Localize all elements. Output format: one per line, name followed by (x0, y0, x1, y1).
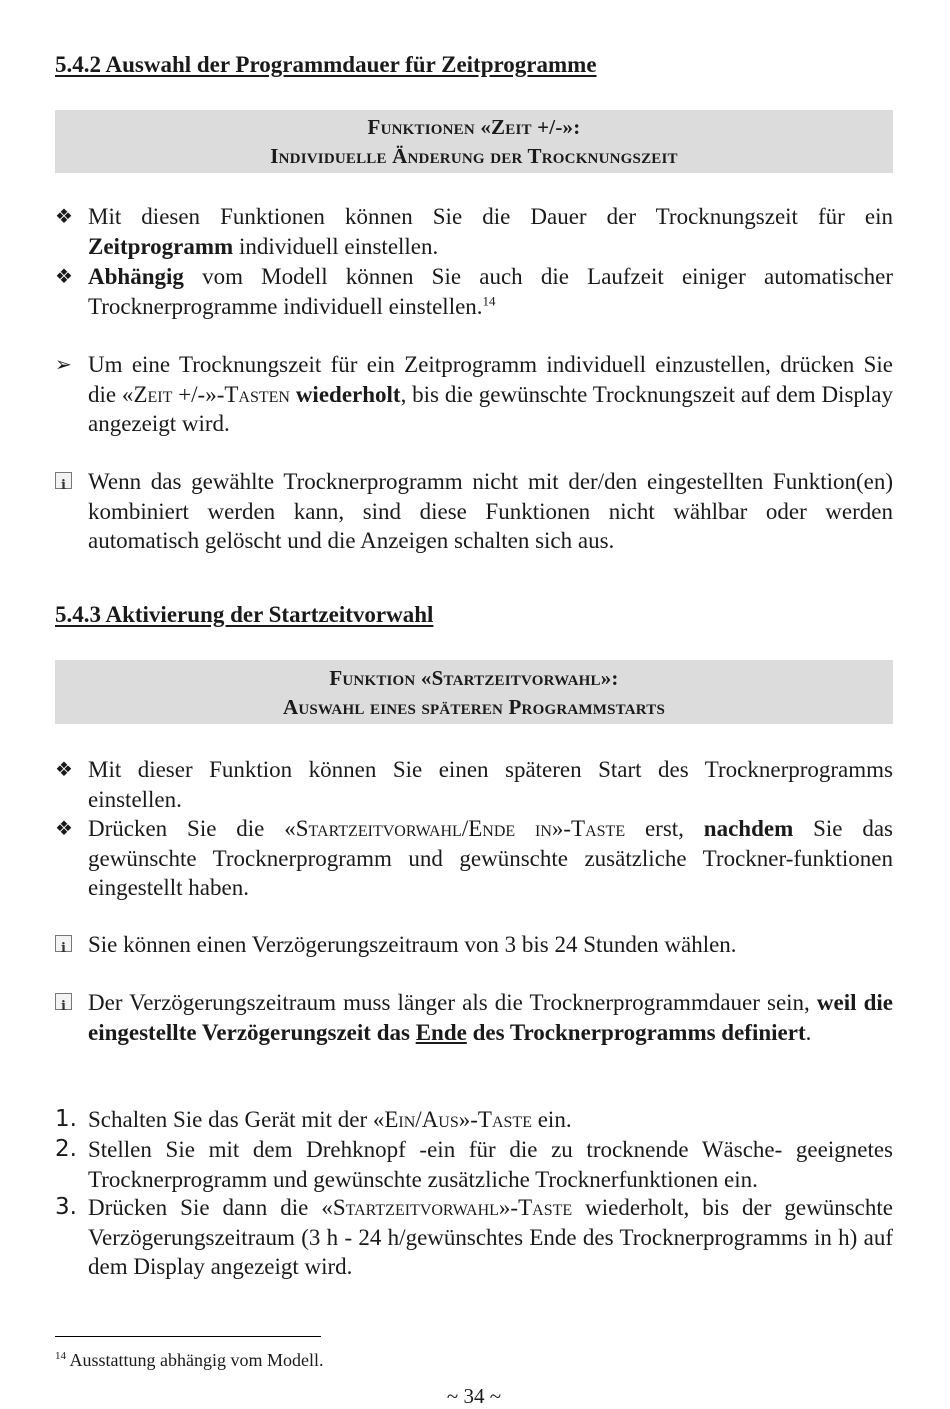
info-icon-wrap (55, 930, 83, 961)
info-note-text: Wenn das gewählte Trocknerprogramm nicht mit der/den eingestellten Funktion(en) kombiniert werden kann, sind diese Funktionen nicht wählbar oder werden automatisch gelöscht und die Anzeigen schalten sich aus. (88, 469, 893, 553)
numbered-step-3 (55, 1193, 893, 1282)
bullet-text: vom Modell können Sie auch die Laufzeit einiger automatischer Trocknerprogramme individuell einstellen. (88, 264, 893, 319)
step-number: 3. (55, 1194, 77, 1220)
bullet-text: Mit dieser Funktion können Sie einen späteren Start des Trocknerprogramms einstellen. (88, 757, 893, 812)
footnote-number: 14 (55, 1350, 66, 1362)
info-note (55, 988, 893, 1047)
info-icon (55, 935, 72, 952)
info-icon (55, 472, 72, 489)
bullet-text: Sie das gewünschte Trocknerprogramm und gewünschte zusätzliche Trockner-funktionen eingestellt haben. (88, 816, 893, 900)
bullet-text: erst, (625, 816, 704, 841)
info-note (55, 930, 893, 960)
step-text: Drücken Sie dann die « (88, 1195, 333, 1220)
bullet-text: Drücken Sie die « (88, 816, 296, 841)
bullet-item (55, 814, 893, 903)
instruction-item (55, 350, 893, 439)
bullet-text: individuell einstellen. (233, 233, 439, 259)
bullet-item (55, 755, 893, 814)
info-underlined-text: Ende (415, 1019, 467, 1045)
instruction-bold-text: wiederholt (295, 381, 401, 407)
info-bold-text: des Trocknerprogramms definiert (466, 1019, 806, 1045)
step-text: ein. (531, 1107, 572, 1132)
footnote-reference[interactable]: 14 (482, 292, 496, 308)
step-text: Schalten Sie das Gerät mit der « (88, 1107, 385, 1132)
diamond-bullet-icon: ❖ (55, 204, 73, 228)
instruction-text: Um eine Trocknungszeit für ein Zeitprogramm individuell einzustellen, drücken Sie die « (88, 352, 893, 407)
info-icon-wrap (55, 988, 83, 1019)
footnote-divider (55, 1336, 321, 1337)
key-name-text: Zeit +/-»-Tasten (133, 381, 290, 407)
instruction-text: , bis die gewünschte Trocknungszeit auf dem Display angezeigt wird. (88, 381, 893, 436)
section-heading-5-4-2: 5.4.2 Auswahl der Programmdauer für Zeitprogramme (55, 52, 597, 77)
page-number: ~ 34 ~ (446, 1384, 502, 1408)
info-note-text: . (805, 1019, 812, 1045)
function-box-zeit (55, 110, 893, 173)
key-name-text: Ein/Aus»-Taste (384, 1107, 532, 1132)
function-box-title: Funktionen «Zeit +/-»: (367, 115, 581, 139)
info-icon (55, 993, 72, 1010)
footnote-text: Ausstattung abhängig vom Modell. (66, 1350, 324, 1370)
step-number: 2. (55, 1136, 77, 1162)
bullet-item (55, 262, 893, 321)
numbered-step-1 (55, 1105, 893, 1135)
footnote (55, 1350, 323, 1371)
numbered-step-2 (55, 1135, 893, 1194)
step-number: 1. (55, 1106, 77, 1132)
bullet-bold-text: nachdem (703, 816, 794, 841)
bullet-item (55, 202, 893, 261)
step-text: Stellen Sie mit dem Drehknopf -ein für die zu trocknende Wäsche- geeignetes Trocknerprogramm und gewünschte zusätzliche Trocknerfunktionen ein. (88, 1137, 893, 1192)
section-heading-5-4-3: 5.4.3 Aktivierung der Startzeitvorwahl (55, 602, 434, 627)
function-box-title: Funktion «Startzeitvorwahl»: (329, 666, 619, 690)
function-box-subtitle: Auswahl eines späteren Programmstarts (282, 695, 666, 719)
info-note-text: Der Verzögerungszeitraum muss länger als die Trocknerprogrammdauer sein, (88, 990, 817, 1015)
diamond-bullet-icon: ❖ (55, 816, 73, 840)
bullet-text: Mit diesen Funktionen können Sie die Dauer der Trocknungszeit für ein (88, 204, 893, 229)
arrow-bullet-icon: ➢ (55, 352, 72, 376)
bullet-bold-text: Zeitprogramm (88, 233, 234, 259)
function-box-subtitle: Individuelle Änderung der Trocknungszeit (270, 144, 678, 168)
key-name-text: Startzeitvorwahl»-Taste (332, 1195, 573, 1220)
key-name-text: Startzeitvorwahl/Ende in»-Taste (295, 816, 626, 841)
info-icon-wrap (55, 467, 83, 498)
info-note-text: Sie können einen Verzögerungszeitraum von 3 bis 24 Stunden wählen. (88, 932, 737, 957)
step-text: wiederholt, bis der gewünschte Verzögerungszeitraum (3 h - 24 h/gewünschtes Ende des Trocknerprogramms in h) auf dem Display angezeigt wird. (88, 1195, 893, 1279)
info-note (55, 467, 893, 556)
diamond-bullet-icon: ❖ (55, 264, 73, 288)
function-box-startzeitvorwahl (55, 660, 893, 724)
info-bold-text: weil die eingestellte Verzögerungszeit das (88, 990, 893, 1045)
diamond-bullet-icon: ❖ (55, 757, 73, 781)
bullet-bold-text: Abhängig (88, 264, 184, 289)
